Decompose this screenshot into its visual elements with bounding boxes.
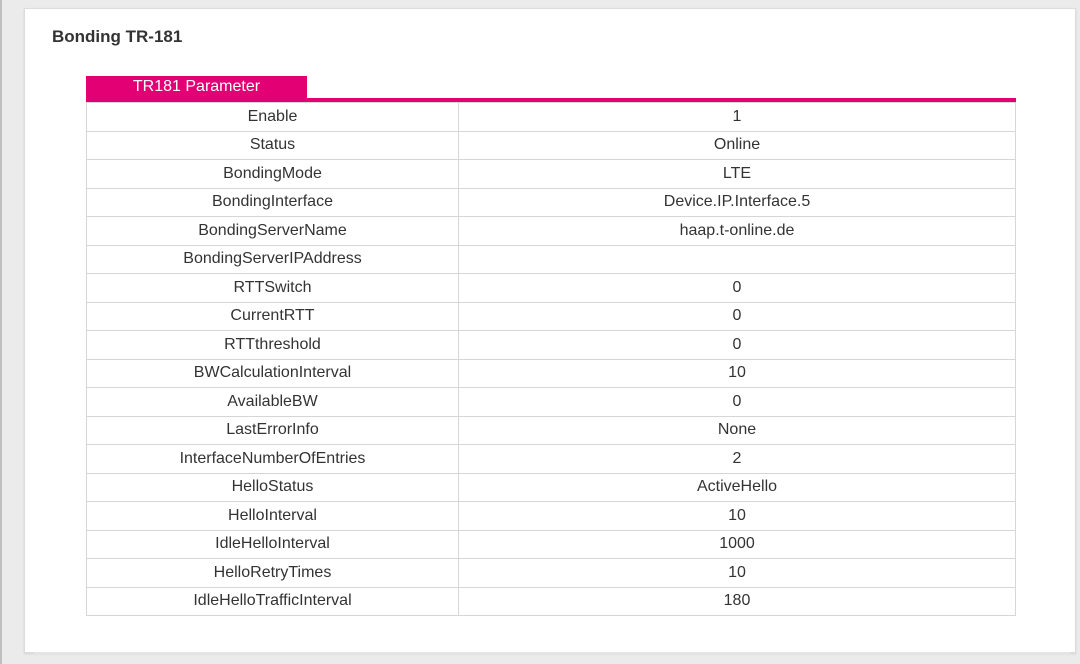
parameter-name: BondingInterface bbox=[87, 188, 459, 217]
table-row bbox=[87, 388, 1016, 417]
parameter-value: 10 bbox=[459, 559, 1016, 588]
parameter-value: 10 bbox=[459, 502, 1016, 531]
parameter-value: ActiveHello bbox=[459, 473, 1016, 502]
table-row bbox=[87, 188, 1016, 217]
parameter-name: HelloStatus bbox=[87, 473, 459, 502]
table-row bbox=[87, 160, 1016, 189]
parameter-value: 2 bbox=[459, 445, 1016, 474]
parameter-value: 0 bbox=[459, 302, 1016, 331]
parameter-name: RTTthreshold bbox=[87, 331, 459, 360]
parameter-value: LTE bbox=[459, 160, 1016, 189]
parameter-name: IdleHelloTrafficInterval bbox=[87, 587, 459, 616]
parameter-name: CurrentRTT bbox=[87, 302, 459, 331]
table-row bbox=[87, 502, 1016, 531]
parameter-name: BondingServerName bbox=[87, 217, 459, 246]
table-row bbox=[87, 274, 1016, 303]
table-row bbox=[87, 530, 1016, 559]
table-row bbox=[87, 331, 1016, 360]
parameter-name: BWCalculationInterval bbox=[87, 359, 459, 388]
table-row bbox=[87, 359, 1016, 388]
table-row bbox=[87, 103, 1016, 132]
parameter-name: InterfaceNumberOfEntries bbox=[87, 445, 459, 474]
parameter-name: RTTSwitch bbox=[87, 274, 459, 303]
table-row bbox=[87, 559, 1016, 588]
table-row bbox=[87, 473, 1016, 502]
parameter-name: Status bbox=[87, 131, 459, 160]
section-tab: TR181 Parameter bbox=[86, 76, 307, 98]
parameter-name: AvailableBW bbox=[87, 388, 459, 417]
parameter-value: 10 bbox=[459, 359, 1016, 388]
table-row bbox=[87, 416, 1016, 445]
parameter-table bbox=[86, 102, 1016, 616]
parameter-value bbox=[459, 245, 1016, 274]
parameter-value: 0 bbox=[459, 331, 1016, 360]
parameter-value: 1 bbox=[459, 103, 1016, 132]
table-row bbox=[87, 445, 1016, 474]
parameter-value: 0 bbox=[459, 388, 1016, 417]
parameter-name: LastErrorInfo bbox=[87, 416, 459, 445]
table-row bbox=[87, 302, 1016, 331]
parameter-name: BondingServerIPAddress bbox=[87, 245, 459, 274]
parameter-table-body bbox=[87, 103, 1016, 616]
parameter-value: 180 bbox=[459, 587, 1016, 616]
parameter-value: haap.t-online.de bbox=[459, 217, 1016, 246]
table-row bbox=[87, 131, 1016, 160]
parameter-name: HelloInterval bbox=[87, 502, 459, 531]
parameter-value: 1000 bbox=[459, 530, 1016, 559]
parameter-name: HelloRetryTimes bbox=[87, 559, 459, 588]
parameter-value: Device.IP.Interface.5 bbox=[459, 188, 1016, 217]
table-row bbox=[87, 245, 1016, 274]
window-edge bbox=[0, 0, 2, 664]
table-row bbox=[87, 587, 1016, 616]
parameter-value: 0 bbox=[459, 274, 1016, 303]
parameter-name: IdleHelloInterval bbox=[87, 530, 459, 559]
panel-title: Bonding TR-181 bbox=[52, 27, 183, 46]
parameter-value: Online bbox=[459, 131, 1016, 160]
tr181-parameter-section bbox=[86, 76, 1016, 616]
parameter-value: None bbox=[459, 416, 1016, 445]
parameter-name: BondingMode bbox=[87, 160, 459, 189]
bottom-divider bbox=[34, 652, 1070, 655]
parameter-name: Enable bbox=[87, 103, 459, 132]
bonding-panel bbox=[24, 8, 1076, 653]
table-row bbox=[87, 217, 1016, 246]
